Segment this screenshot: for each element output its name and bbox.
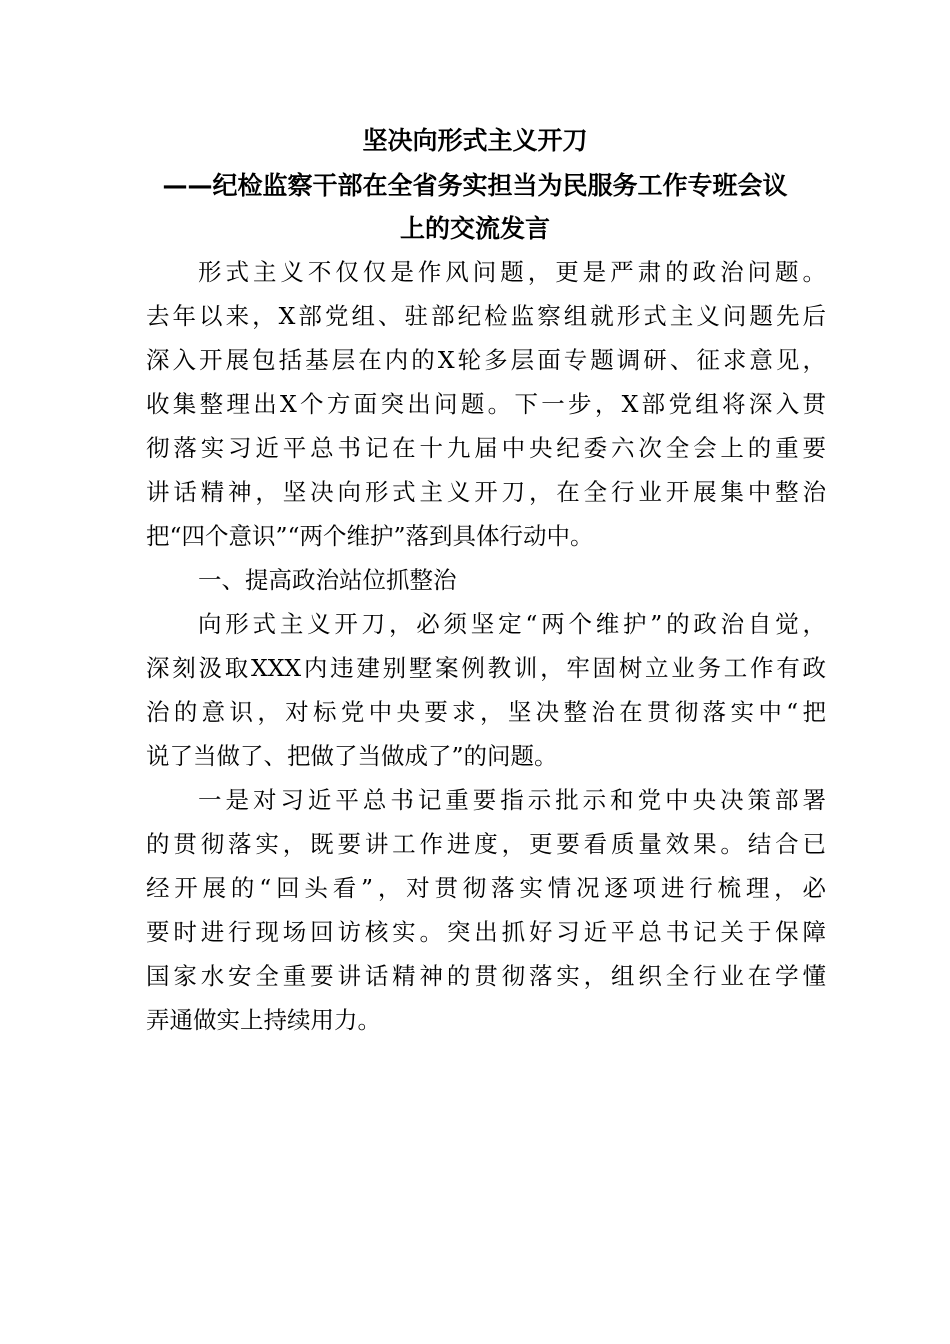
- body-line: 要时进行现场回访核实。突出抓好习近平总书记关于保障: [146, 918, 826, 946]
- document-title: 坚决向形式主义开刀: [362, 126, 588, 155]
- document-subtitle-line-2: 上的交流发言: [399, 214, 550, 243]
- body-line: 把“四个意识”“两个维护”落到具体行动中。: [146, 522, 594, 550]
- body-line: 收集整理出X个方面突出问题。下一步，X部党组将深入贯: [146, 390, 826, 418]
- document-subtitle-line-1: ——纪检监察干部在全省务实担当为民服务工作专班会议: [162, 171, 788, 200]
- body-line: 去年以来，X部党组、驻部纪检监察组就形式主义问题先后: [146, 302, 826, 330]
- body-line: 的贯彻落实，既要讲工作进度，更要看质量效果。结合已: [146, 830, 826, 858]
- body-line: 弄通做实上持续用力。: [146, 1006, 381, 1034]
- body-line: 形式主义不仅仅是作风问题，更是严肃的政治问题。: [198, 258, 826, 286]
- body-line: 经开展的“回头看”，对贯彻落实情况逐项进行梳理，必: [146, 874, 826, 902]
- body-line: 向形式主义开刀，必须坚定“两个维护”的政治自觉，: [198, 610, 826, 638]
- body-line: 彻落实习近平总书记在十九届中央纪委六次全会上的重要: [146, 434, 826, 462]
- body-line: 说了当做了、把做了当做成了”的问题。: [146, 742, 558, 770]
- body-line: 一是对习近平总书记重要指示批示和党中央决策部署: [198, 786, 826, 814]
- body-line: 国家水安全重要讲话精神的贯彻落实，组织全行业在学懂: [146, 962, 826, 990]
- body-line: 深刻汲取XXX内违建别墅案例教训，牢固树立业务工作有政: [146, 654, 826, 682]
- body-line: 讲话精神，坚决向形式主义开刀，在全行业开展集中整治: [146, 478, 826, 506]
- section-heading: 一、提高政治站位抓整治: [198, 566, 457, 594]
- body-line: 深入开展包括基层在内的X轮多层面专题调研、征求意见，: [146, 346, 826, 374]
- body-line: 治的意识，对标党中央要求，坚决整治在贯彻落实中“把: [146, 698, 826, 726]
